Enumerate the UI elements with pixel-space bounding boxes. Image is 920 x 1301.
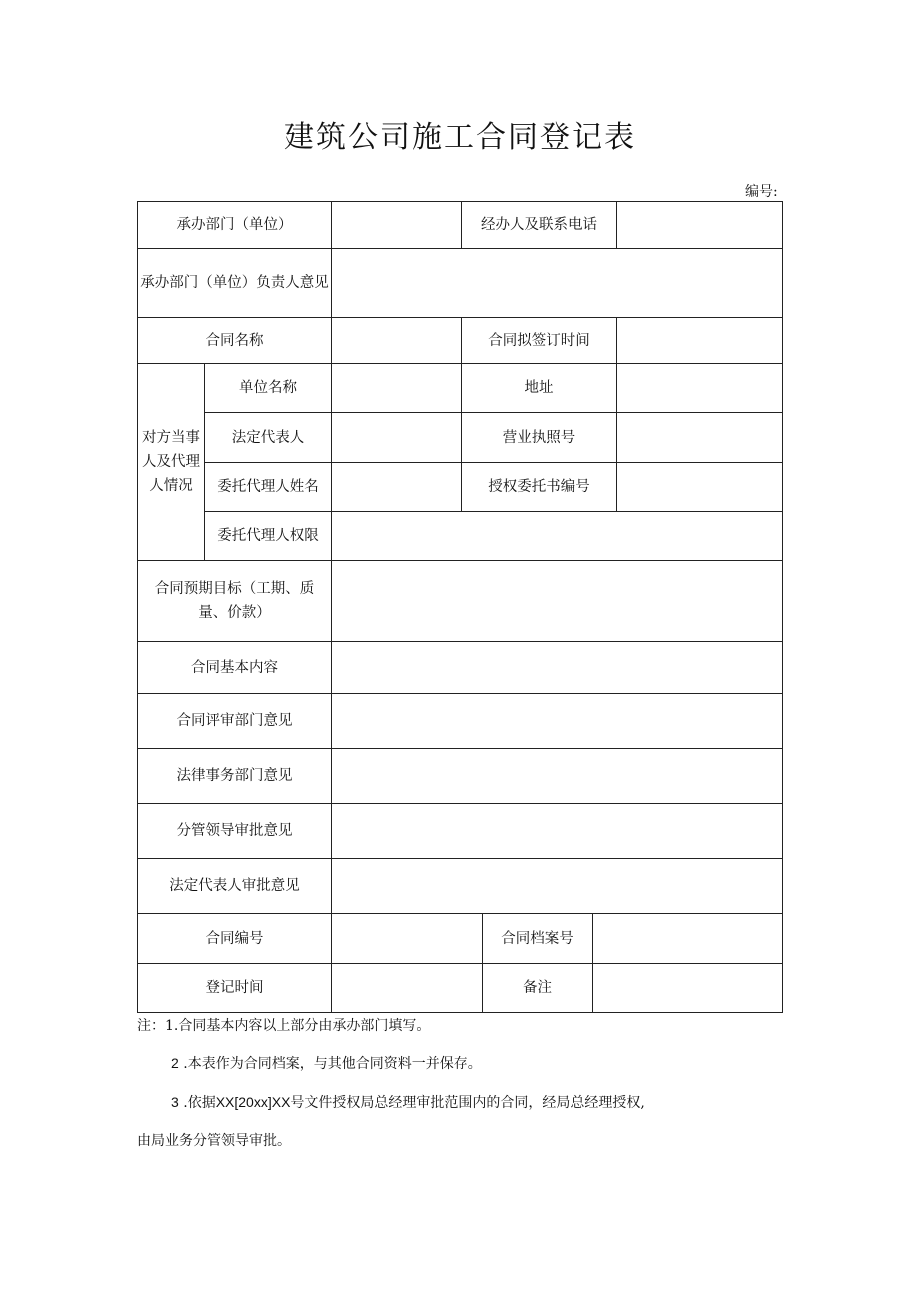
unit-name-label: 单位名称 (239, 380, 297, 396)
contract-no-field[interactable] (332, 914, 482, 963)
planned-sign-time-label: 合同拟签订时间 (488, 332, 590, 349)
note-3-text-a: .依据 (183, 1095, 216, 1111)
contract-no-label: 合同编号 (205, 930, 264, 947)
table-border-right (782, 201, 783, 1013)
remarks-label: 备注 (523, 980, 552, 996)
note-2-text: .本表作为合同档案，与其他合同资料一并保存。 (183, 1056, 482, 1072)
handler-phone-field[interactable] (617, 202, 782, 248)
serial-number-label: 编号: (745, 184, 778, 200)
note-2 (171, 1053, 482, 1073)
basic-content-field[interactable] (332, 642, 782, 693)
note-3-document-code: XX[20xx]XX (215, 1094, 291, 1110)
counterparty-group-label: 对方当事人及代理人情况 (142, 430, 200, 494)
legal-rep-field[interactable] (332, 413, 461, 462)
planned-sign-time-field[interactable] (617, 318, 782, 363)
note-1-prefix: 注：1. (137, 1018, 179, 1034)
address-label: 地址 (524, 380, 554, 396)
review-dept-opinion-field[interactable] (332, 694, 782, 748)
contract-name-label: 合同名称 (205, 332, 264, 349)
agent-name-label: 委托代理人姓名 (217, 479, 319, 495)
agent-name-field[interactable] (332, 463, 461, 511)
business-license-field[interactable] (617, 413, 782, 462)
archive-no-label: 合同档案号 (501, 930, 574, 947)
authorization-no-field[interactable] (617, 463, 782, 511)
dept-unit-label: 承办部门（单位） (176, 217, 293, 233)
dept-head-opinion-field[interactable] (332, 249, 782, 317)
contract-name-field[interactable] (332, 318, 461, 363)
note-3-continuation: 由局业务分管领导审批。 (137, 1133, 291, 1149)
agent-authority-field[interactable] (332, 512, 782, 560)
address-field[interactable] (617, 364, 782, 412)
leader-approval-field[interactable] (332, 804, 782, 858)
unit-name-field[interactable] (332, 364, 461, 412)
legal-dept-opinion-label: 法律事务部门意见 (176, 768, 293, 784)
note-3-text-b: 号文件授权局总经理审批范围内的合同，经局总经理授权, (290, 1095, 645, 1111)
dept-unit-field[interactable] (332, 202, 461, 248)
legal-rep-approval-field[interactable] (332, 859, 782, 913)
expected-goals-field[interactable] (332, 561, 782, 641)
note-2-number: 2 (171, 1055, 179, 1071)
note-1 (137, 1015, 430, 1035)
expected-goals-label: 合同预期目标（工期、质量、价款） (154, 581, 315, 621)
legal-dept-opinion-field[interactable] (332, 749, 782, 803)
table-border-bottom (137, 1012, 783, 1013)
page-title: 建筑公司施工合同登记表 (284, 120, 636, 155)
note-1-text: 合同基本内容以上部分由承办部门填写。 (178, 1018, 431, 1034)
handler-phone-label: 经办人及联系电话 (481, 217, 597, 233)
authorization-no-label: 授权委托书编号 (488, 479, 590, 495)
remarks-field[interactable] (593, 964, 782, 1012)
register-time-label: 登记时间 (205, 980, 264, 996)
note-3 (171, 1092, 645, 1112)
legal-rep-approval-label: 法定代表人审批意见 (169, 878, 300, 894)
register-time-field[interactable] (332, 964, 482, 1012)
agent-authority-label: 委托代理人权限 (217, 528, 319, 544)
legal-rep-label: 法定代表人 (231, 429, 305, 446)
archive-no-field[interactable] (593, 914, 782, 963)
basic-content-label: 合同基本内容 (191, 659, 278, 676)
dept-head-opinion-label: 承办部门（单位）负责人意见 (140, 275, 329, 291)
business-license-label: 营业执照号 (502, 429, 576, 446)
review-dept-opinion-label: 合同评审部门意见 (176, 713, 293, 729)
note-3-number: 3 (171, 1094, 179, 1110)
leader-approval-label: 分管领导审批意见 (176, 823, 293, 839)
